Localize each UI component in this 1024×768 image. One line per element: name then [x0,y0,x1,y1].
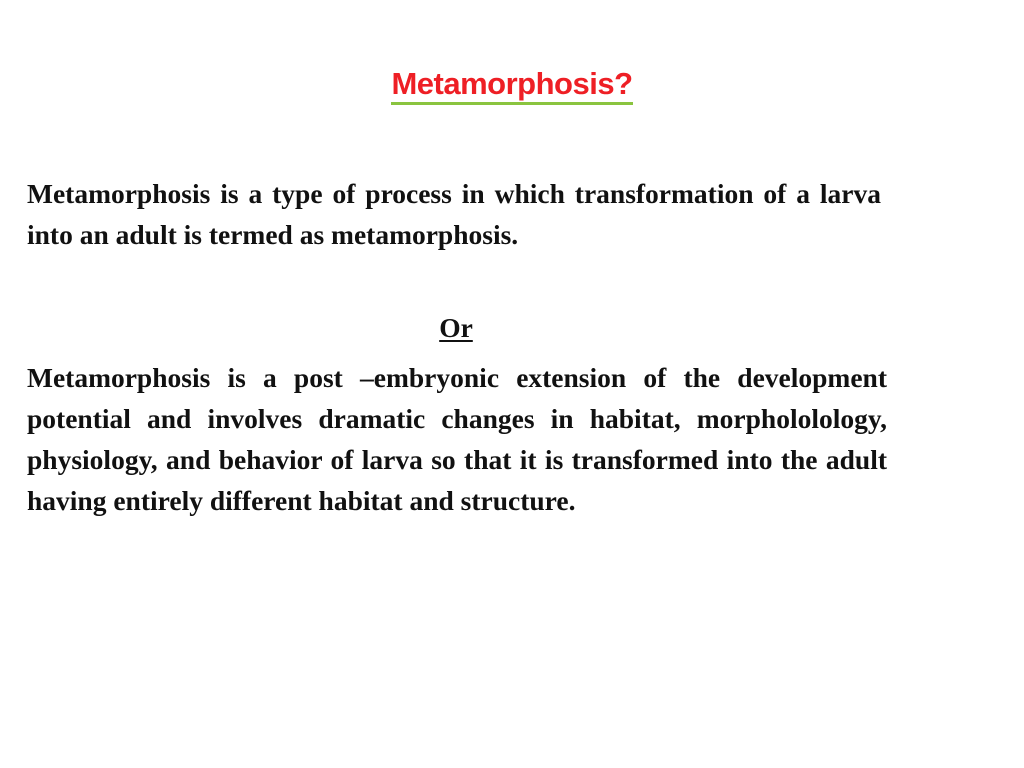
definition-paragraph-2: Metamorphosis is a post –embryonic extension of the development potential and involves dramatic changes in habitat, morphololology, physiology, and behavior of larva so that it is transformed into the adult having entirely different habitat and structure. [27,362,887,516]
or-separator [0,307,912,348]
slide-title [0,66,1024,105]
slide-title-text: Metamorphosis? [391,67,632,105]
or-separator-text: Or [439,312,473,343]
definition-paragraph-1: Metamorphosis is a type of process in which transformation of a larva into an adult is termed as metamorphosis. [27,178,881,250]
